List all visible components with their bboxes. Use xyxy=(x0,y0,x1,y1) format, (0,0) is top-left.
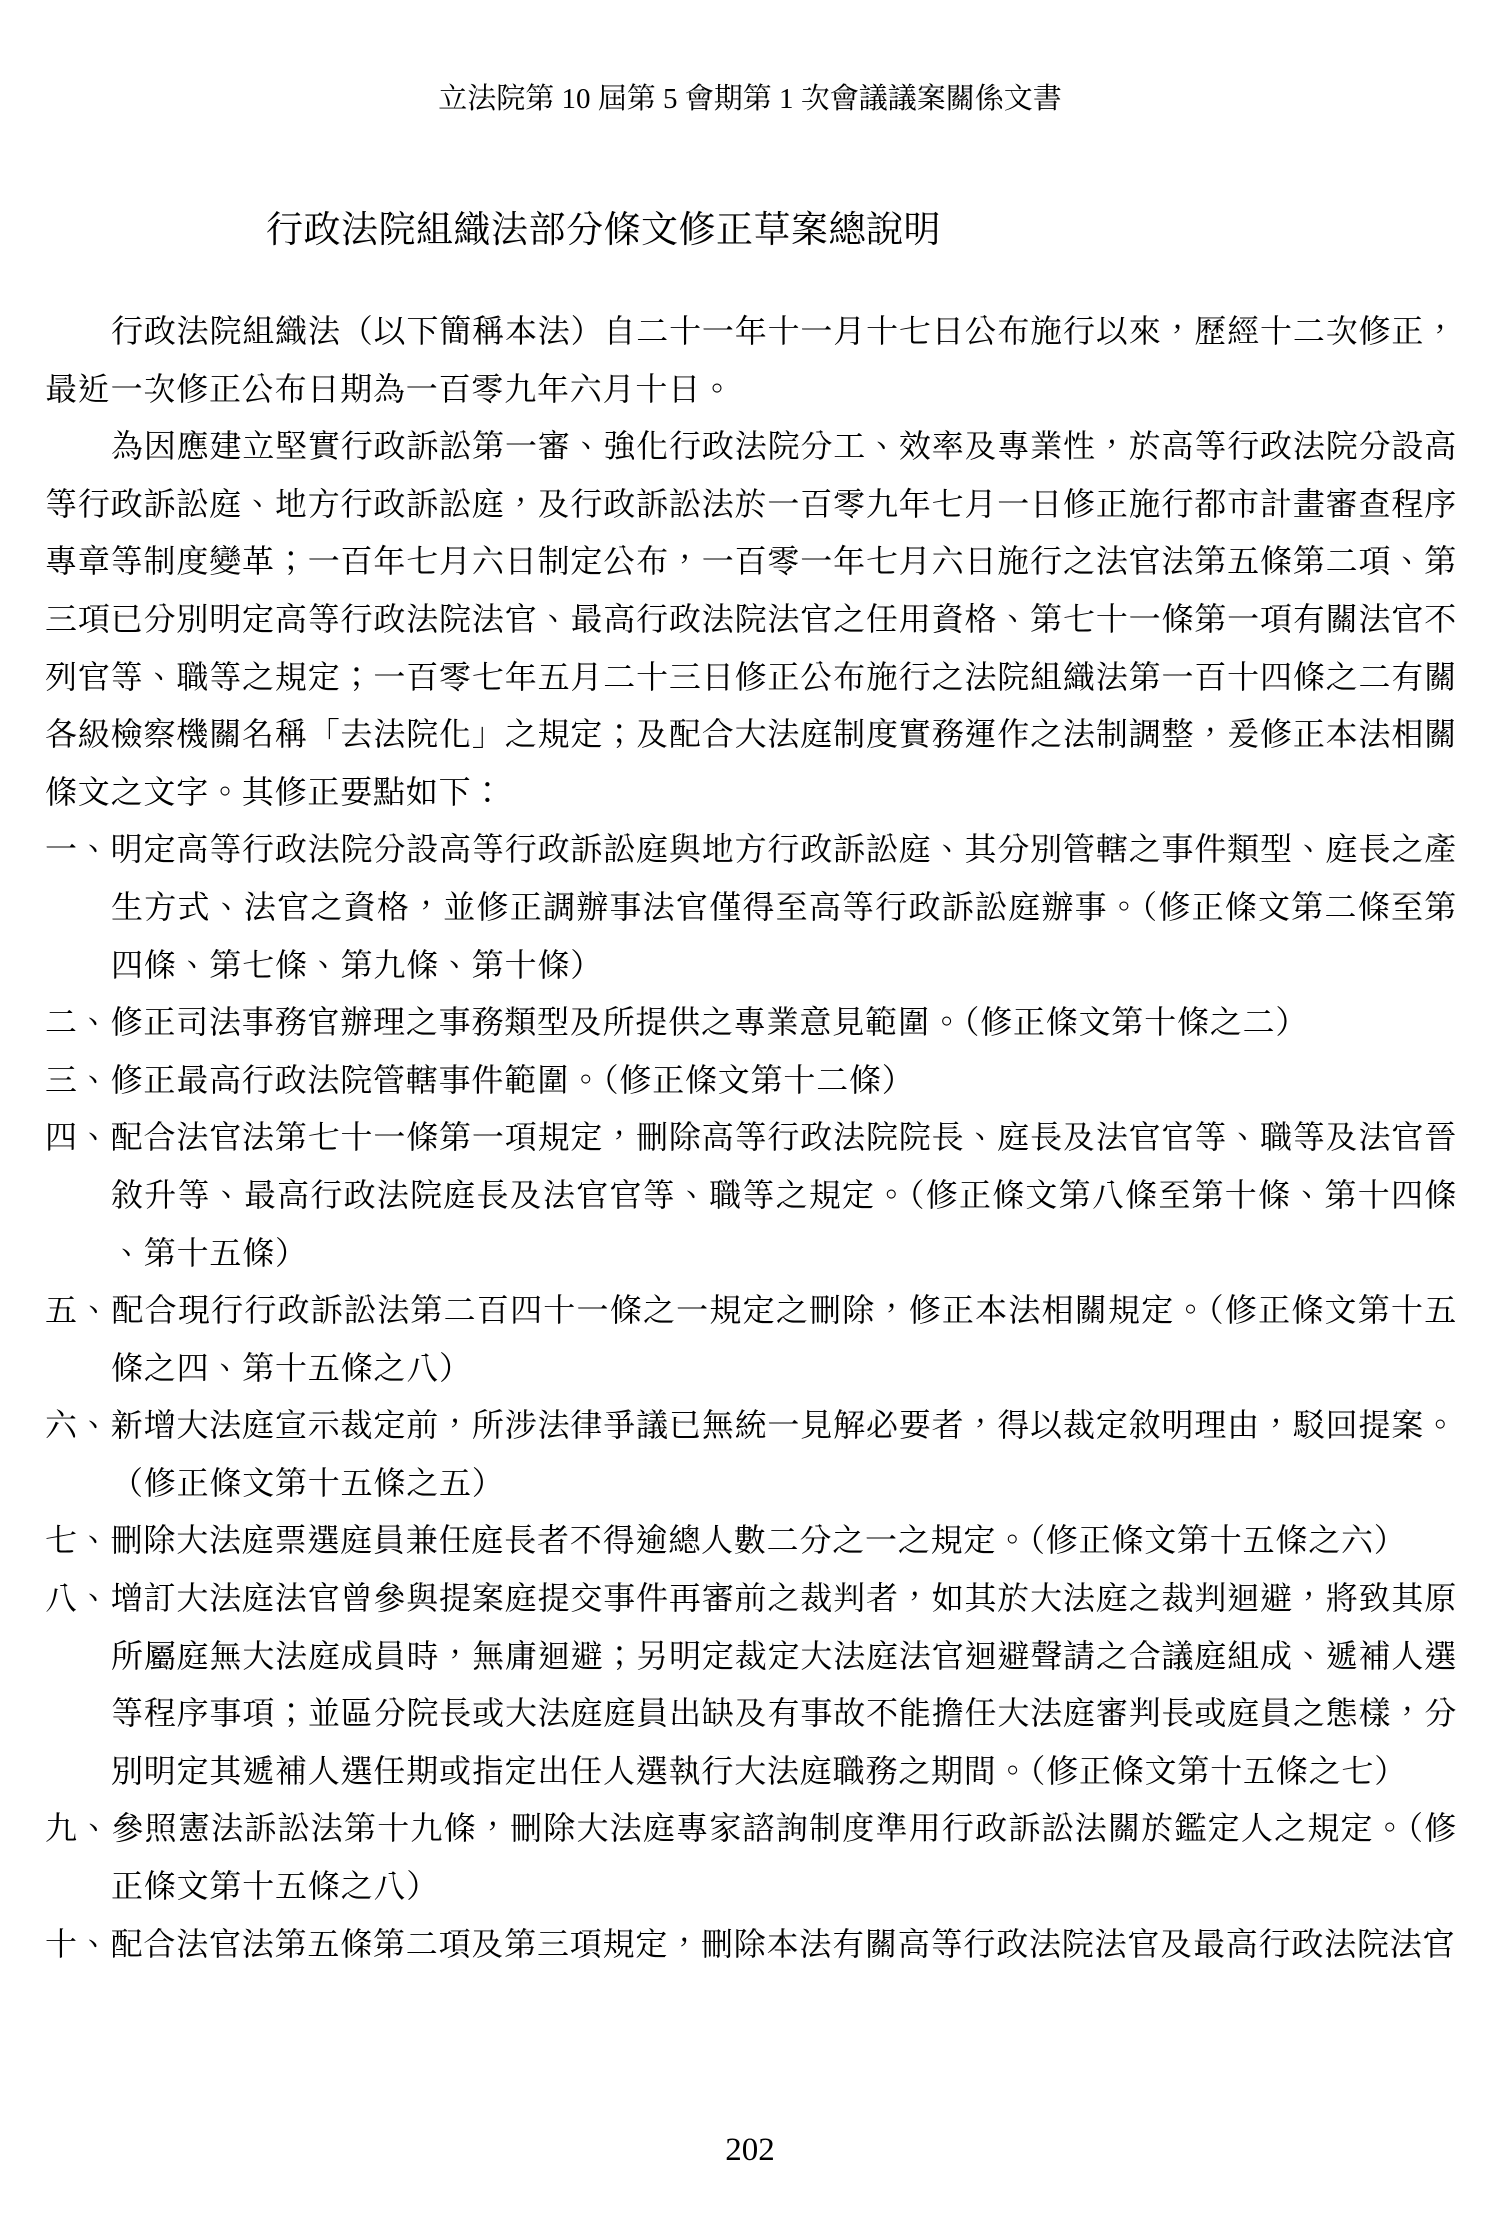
document-body xyxy=(45,303,1457,1973)
document-title: 行政法院組織法部分條文修正草案總說明 xyxy=(266,210,941,251)
list-item-9: 九、參照憲法訴訟法第十九條，刪除大法庭專家諮詢制度準用行政訴訟法關於鑑定人之規定。（修正條文第十五條之八） xyxy=(45,1810,1457,1905)
list-item-2: 二、修正司法事務官辦理之事務類型及所提供之專業意見範圍。（修正條文第十條之二） xyxy=(45,1004,1309,1041)
list-item-1: 一、明定高等行政法院分設高等行政訴訟庭與地方行政訴訟庭、其分別管轄之事件類型、庭長之產生方式、法官之資格，並修正調辦事法官僅得至高等行政訴訟庭辦事。（修正條文第二條至第四條、第七條、第九條、第十條） xyxy=(45,831,1457,983)
list-item-8: 八、增訂大法庭法官曾參與提案庭提交事件再審前之裁判者，如其於大法庭之裁判迴避，將致其原所屬庭無大法庭成員時，無庸迴避；另明定裁定大法庭法官迴避聲請之合議庭組成、遞補人選等程序事項；並區分院長或大法庭庭員出缺及有事故不能擔任大法庭審判長或庭員之態樣，分別明定其遞補人選任期或指定出任人選執行大法庭職務之期間。（修正條文第十五條之七） xyxy=(45,1580,1457,1789)
list-item-4: 四、配合法官法第七十一條第一項規定，刪除高等行政法院院長、庭長及法官官等、職等及法官晉敘升等、最高行政法院庭長及法官官等、職等之規定。（修正條文第八條至第十條、第十四條、第十五條） xyxy=(45,1119,1457,1271)
page-number: 202 xyxy=(725,2132,775,2168)
paragraph-intro-1: 行政法院組織法（以下簡稱本法）自二十一年十一月十七日公布施行以來，歷經十二次修正，最近一次修正公布日期為一百零九年六月十日。 xyxy=(45,313,1457,407)
list-item-5: 五、配合現行行政訴訟法第二百四十一條之一規定之刪除，修正本法相關規定。（修正條文第十五條之四、第十五條之八） xyxy=(45,1292,1457,1386)
document-header: 立法院第 10 屆第 5 會期第 1 次會議議案關係文書 xyxy=(438,83,1062,115)
list-item-3: 三、修正最高行政法院管轄事件範圍。（修正條文第十二條） xyxy=(45,1061,915,1098)
list-item-7: 七、刪除大法庭票選庭員兼任庭長者不得逾總人數二分之一之規定。（修正條文第十五條之六） xyxy=(45,1522,1407,1559)
list-item-6: 六、新增大法庭宣示裁定前，所涉法律爭議已無統一見解必要者，得以裁定敘明理由，駁回提案。（修正條文第十五條之五） xyxy=(45,1407,1457,1501)
list-item-10: 十、配合法官法第五條第二項及第三項規定，刪除本法有關高等行政法院法官及最高行政法院法官 xyxy=(45,1925,1456,1962)
paragraph-intro-2: 為因應建立堅實行政訴訟第一審、強化行政法院分工、效率及專業性，於高等行政法院分設高等行政訴訟庭、地方行政訴訟庭，及行政訴訟法於一百零九年七月一日修正施行都市計畫審查程序專章等制度變革；一百年七月六日制定公布，一百零一年七月六日施行之法官法第五條第二項、第三項已分別明定高等行政法院法官、最高行政法院法官之任用資格、第七十一條第一項有關法官不列官等、職等之規定；一百零七年五月二十三日修正公布施行之法院組織法第一百十四條之二有關各級檢察機關名稱「去法院化」之規定；及配合大法庭制度實務運作之法制調整，爰修正本法相關條文之文字。其修正要點如下： xyxy=(45,428,1457,810)
